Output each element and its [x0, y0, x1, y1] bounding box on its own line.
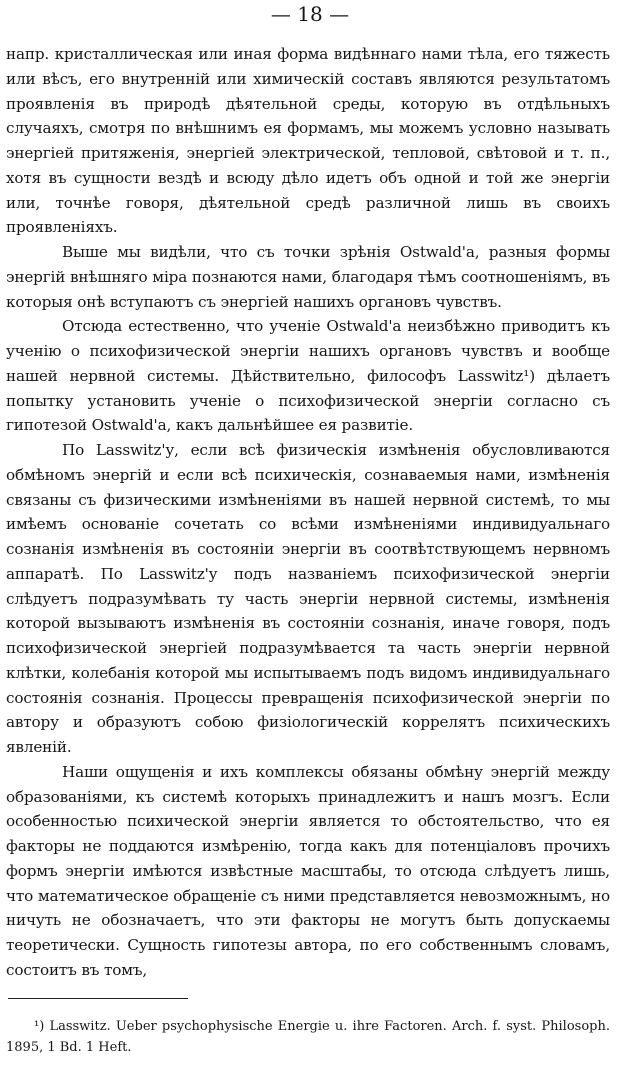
- footnote: [6, 1016, 610, 1058]
- paragraph-5: Наши ощущенія и ихъ комплексы обязаны обмѣну энергій между образованіями, къ системѣ которыхъ принадлежитъ и нашъ мозгъ. Если особенностью психической энергіи является то обстоятельство, что ея факторы не поддаются измѣренію, тогда какъ для потенціаловъ прочихъ формъ энергіи имѣются извѣстные масштабы, то отсюда слѣдуетъ лишь, что математическое обращеніе съ ними представляется невозможнымъ, но ничуть не обозначаетъ, что эти факторы не могутъ быть допускаемы теоретически. Сущность гипотезы автора, по его собственнымъ словамъ, состоитъ въ томъ,: [6, 762, 610, 979]
- paragraph-3: Отсюда естественно, что ученіе Ostwald'a неизбѣжно приводитъ къ ученію о психофизической энергіи нашихъ органовъ чувствъ и вообще нашей нервной системы. Дѣйствительно, философъ Lasswitz¹) дѣлаетъ попытку установить ученіе о психофизической энергіи согласно съ гипотезой Ostwald'a, какъ дальнѣйшее ея развитіе.: [6, 317, 610, 435]
- page-number: — 18 —: [270, 2, 350, 26]
- paragraph-4: По Lasswitz'у, если всѣ физическія измѣненія обусловливаются обмѣномъ энергій и если всѣ психическія, сознаваемыя нами, измѣненія связаны съ физическими измѣненіями въ нашей нервной системѣ, то мы имѣемъ основаніе сочетать со всѣми измѣненіями индивидуальнаго сознанія измѣненія въ состояніи энергіи въ соотвѣтствующемъ нервномъ аппаратѣ. По Lasswitz'у подъ названіемъ психофизической энергіи слѣдуетъ подразумѣвать ту часть энергіи нервной системы, измѣненія которой вызываютъ измѣненія въ состояніи сознанія, иначе говоря, подъ психофизической энергіей подразумѣвается та часть энергіи нервной клѣтки, колебанія которой мы испытываемъ подъ видомъ индивидуальнаго состоянія сознанія. Процессы превращенія психофизической энергіи по автору и образуютъ собою физіологическій коррелятъ психическихъ явленій.: [6, 441, 610, 756]
- footnote-divider: [8, 998, 188, 999]
- paragraph-2: Выше мы видѣли, что съ точки зрѣнія Ostwald'a, разныя формы энергій внѣшняго міра познаются нами, благодаря тѣмъ соотношеніямъ, въ которыя онѣ вступаютъ съ энергіей нашихъ органовъ чувствъ.: [6, 243, 610, 311]
- body-text: [6, 42, 610, 983]
- paragraph-1: напр. кристаллическая или иная форма видѣннаго нами тѣла, его тяжесть или вѣсъ, его внутренній или химическій составъ являются результатомъ проявленія въ природѣ дѣятельной среды, которую въ отдѣльныхъ случаяхъ, смотря по внѣшнимъ ея формамъ, мы можемъ условно называть энергіей притяженія, энергіей электрической, тепловой, свѣтовой и т. п., хотя въ сущности вездѣ и всюду дѣло идетъ объ одной и той же энергіи или, точнѣе говоря, дѣятельной средѣ различной лишь въ своихъ проявленіяхъ.: [6, 45, 610, 237]
- footnote-text: ¹) Lasswitz. Ueber psychophysische Energie u. ihre Factoren. Arch. f. syst. Philosoph. 1895, 1 Bd. 1 Heft.: [6, 1019, 610, 1055]
